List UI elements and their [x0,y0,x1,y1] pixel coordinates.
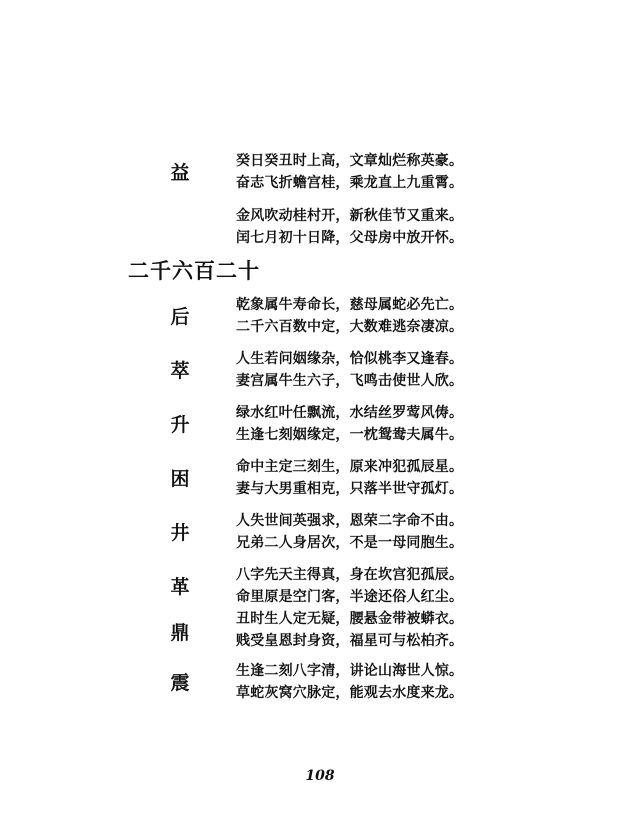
verse-line: 乾象属牛寿命长，慈母属蛇必先亡。 [236,297,464,313]
verse-line: 八字先天主得真，身在坎宫犯孤辰。 [236,567,464,583]
entry-label: 萃 [170,360,190,382]
verse-line: 生逢二刻八字清，讲论山海世人惊。 [236,663,464,679]
verse-line: 丑时生人定无疑，腰悬金带被蟒衣。 [236,611,464,627]
verse-line: 二千六百数中定，大数难逃奈凄凉。 [236,319,464,335]
verse-line: 癸日癸丑时上高，文章灿烂称英豪。 [236,153,464,169]
page-number: 108 [305,768,335,784]
verse-line: 人失世间英强求，恩荣二字命不由。 [236,513,464,529]
verse-line: 命里原是空门客，半途还俗人红尘。 [236,589,464,605]
verse-line: 草蛇灰窝穴脉定，能观去水度来龙。 [236,685,464,701]
entry-label: 井 [170,522,190,544]
verse-line: 金风吹动桂村开，新秋佳节又重来。 [236,208,464,224]
entry-label: 革 [170,576,190,598]
verse-line: 命中主定三刻生，原来冲犯孤辰星。 [236,459,464,475]
section-title: 二千六百二十 [128,258,260,283]
entry-label: 后 [170,306,190,328]
entry-label: 升 [170,414,190,436]
verse-line: 闰七月初十日降，父母房中放开怀。 [236,230,464,246]
entry-label: 益 [170,162,190,184]
verse-line: 奋志飞折蟾宫桂，乘龙直上九重霄。 [236,175,464,191]
verse-line: 兄弟二人身居次，不是一母同胞生。 [236,535,464,551]
verse-line: 妻与大男重相克，只落半世守孤灯。 [236,481,464,497]
verse-line: 生逢七刻姻缘定，一枕鸳鸯夫属牛。 [236,427,464,443]
entry-label: 困 [170,468,190,490]
verse-line: 绿水红叶任飘流，水结丝罗莺风俦。 [236,405,464,421]
verse-line: 人生若问姻缘杂，恰似桃李又逢春。 [236,351,464,367]
verse-line: 贱受皇恩封身资，福星可与松柏齐。 [236,633,464,649]
entry-label: 鼎 [170,622,190,644]
verse-line: 妻宫属牛生六子，飞鸣击使世人欣。 [236,373,464,389]
entry-label: 震 [170,672,190,694]
